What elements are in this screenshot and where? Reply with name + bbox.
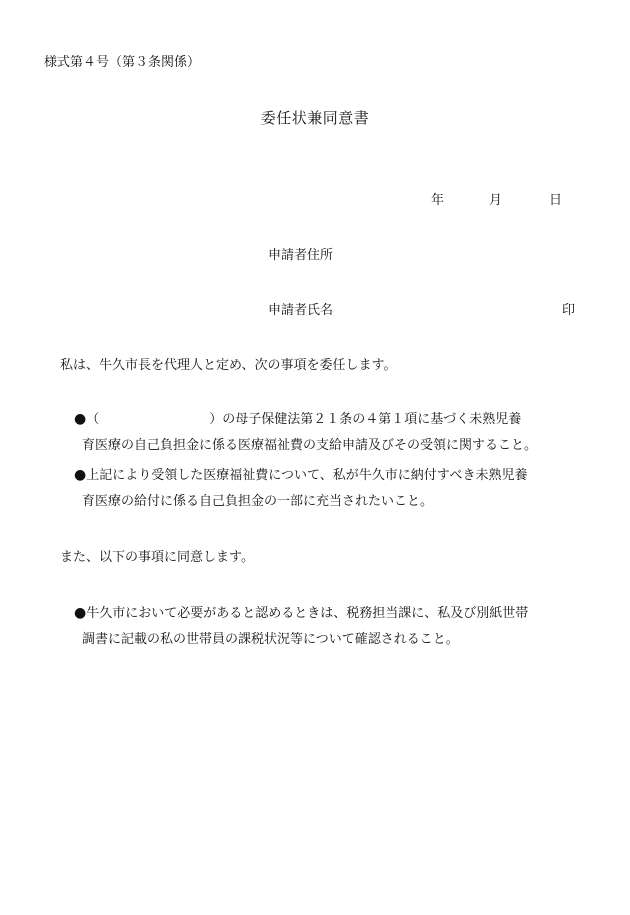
delegation-item — [74, 462, 594, 515]
delegation-item-text-line1: ）の母子保健法第２１条の４第１項に基づく未熟児養 — [209, 412, 522, 427]
date-month-label: 月 — [489, 193, 503, 208]
date-year-label: 年 — [431, 193, 445, 208]
bullet-icon: ● — [74, 411, 87, 427]
consent-item-text-line1: 牛久市において必要があると認めるときは、税務担当課に、私及び別紙世帯 — [86, 606, 529, 621]
date-day-label: 日 — [549, 193, 563, 208]
child-name-paren-open: （ — [86, 412, 100, 427]
delegation-item-text-line2: 育医療の自己負担金に係る医療福祉費の支給申請及びその受領に関すること。 — [82, 438, 538, 453]
consent-item-text-line2: 調書に記載の私の世帯員の課税状況等について確認されること。 — [82, 632, 459, 647]
delegation-intro: 私は、牛久市長を代理人と定め、次の事項を委任します。 — [60, 358, 397, 373]
document-title: 委任状兼同意書 — [260, 109, 370, 127]
delegation-item-text-line2: 育医療の給付に係る自己負担金の一部に充当されたいこと。 — [82, 494, 434, 509]
consent-item — [74, 600, 594, 653]
delegation-item-text-line1: 上記により受領した医療福祉費について、私が牛久市に納付すべき未熟児養 — [86, 468, 528, 483]
applicant-name-label: 申請者氏名 — [268, 303, 334, 318]
form-number: 様式第４号（第３条関係） — [44, 55, 201, 70]
seal-mark: 印 — [562, 303, 576, 318]
bullet-icon: ● — [74, 467, 87, 483]
delegation-item — [74, 406, 594, 459]
applicant-address-label: 申請者住所 — [268, 248, 334, 263]
bullet-icon: ● — [74, 605, 87, 621]
consent-intro: また、以下の事項に同意します。 — [60, 550, 254, 565]
